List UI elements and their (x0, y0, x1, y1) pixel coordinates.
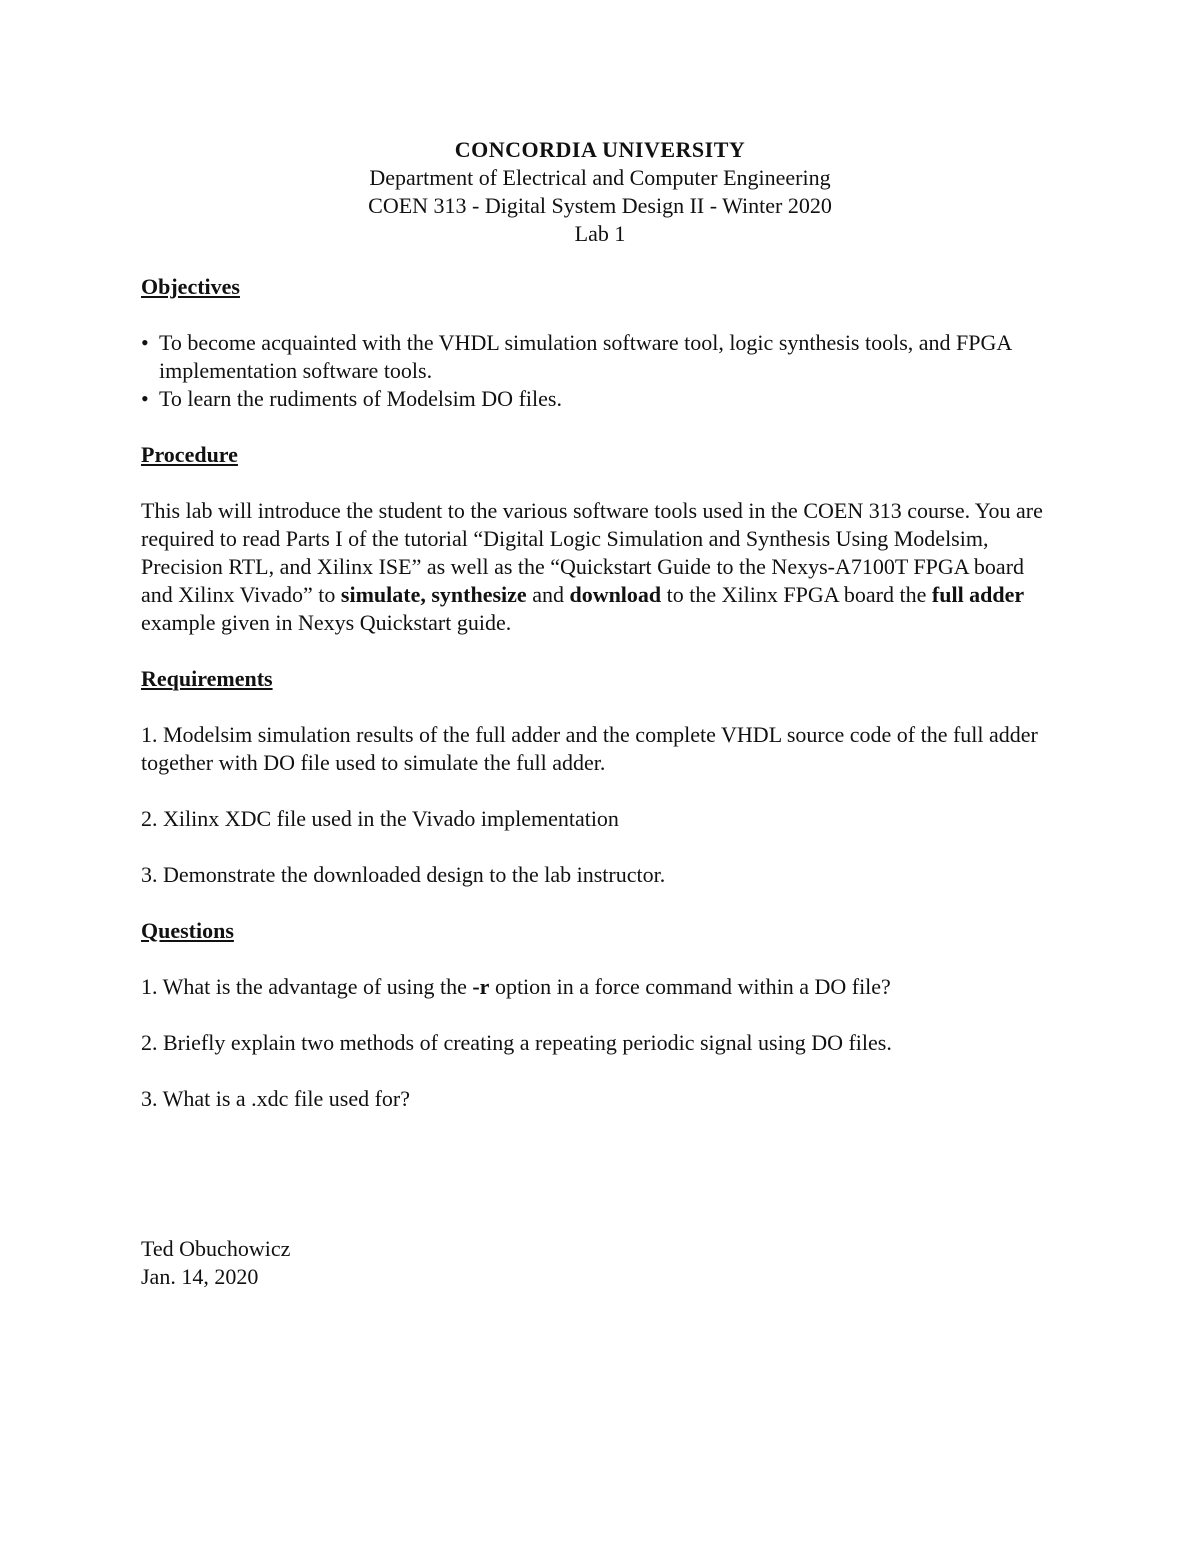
signature-block (141, 1235, 290, 1291)
procedure-text-3: to the Xilinx FPGA board the (661, 582, 932, 607)
objective-text-2: To learn the rudiments of Modelsim DO files. (159, 386, 562, 411)
university-name: CONCORDIA UNIVERSITY (454, 137, 746, 162)
document-date: Jan. 14, 2020 (141, 1264, 259, 1289)
requirement-item-3: 3. Demonstrate the downloaded design to the lab instructor. (141, 862, 666, 887)
question-item-3: 3. What is a .xdc file used for? (141, 1086, 411, 1111)
lab-title: Lab 1 (574, 221, 626, 246)
procedure-paragraph (141, 497, 1061, 637)
bullet-symbol: • (141, 386, 149, 411)
question-1-bold-option: -r (472, 974, 490, 999)
course-title: COEN 313 - Digital System Design II - Winter 2020 (368, 193, 832, 218)
objectives-heading: Objectives (141, 274, 240, 299)
objective-item-2 (141, 385, 1061, 413)
procedure-text-4: example given in Nexys Quickstart guide. (141, 610, 512, 635)
question-1-text-post: option in a force command within a DO file? (489, 974, 891, 999)
document-header (0, 136, 1200, 248)
procedure-bold-download: download (569, 582, 662, 607)
procedure-text-1: This lab will introduce the student to the various software tools used in the COEN 313 course. You are required to read Parts I of the tutorial “Digital Logic Simulation and Synthesis Using Modelsim, Precision RTL, and Xilinx ISE” as well as the “Quickstart Guide to the Nexys-A7100T FPGA board and Xilinx Vivado” to (141, 498, 1043, 607)
procedure-bold-simulate: simulate, synthesize (340, 582, 527, 607)
procedure-heading: Procedure (141, 442, 238, 467)
objective-item-1 (141, 329, 1061, 385)
bullet-symbol: • (141, 330, 149, 355)
objective-text-1: To become acquainted with the VHDL simulation software tool, logic synthesis tools, and FPGA implementation software tools. (159, 330, 1012, 383)
author-name: Ted Obuchowicz (141, 1236, 291, 1261)
question-item-2: 2. Briefly explain two methods of creating a repeating periodic signal using DO files. (141, 1030, 892, 1055)
procedure-bold-full-adder: full adder (931, 582, 1025, 607)
requirement-item-2: 2. Xilinx XDC file used in the Vivado implementation (141, 806, 619, 831)
question-1-text-pre: 1. What is the advantage of using the (141, 974, 473, 999)
department-name: Department of Electrical and Computer Engineering (369, 165, 831, 190)
procedure-text-2: and (526, 582, 570, 607)
question-item-1 (141, 973, 1061, 1001)
questions-heading: Questions (141, 918, 234, 943)
document-body (141, 273, 1061, 1113)
requirements-heading: Requirements (141, 666, 273, 691)
requirement-item-1: 1. Modelsim simulation results of the full adder and the complete VHDL source code of the full adder together with DO file used to simulate the full adder. (141, 722, 1038, 775)
